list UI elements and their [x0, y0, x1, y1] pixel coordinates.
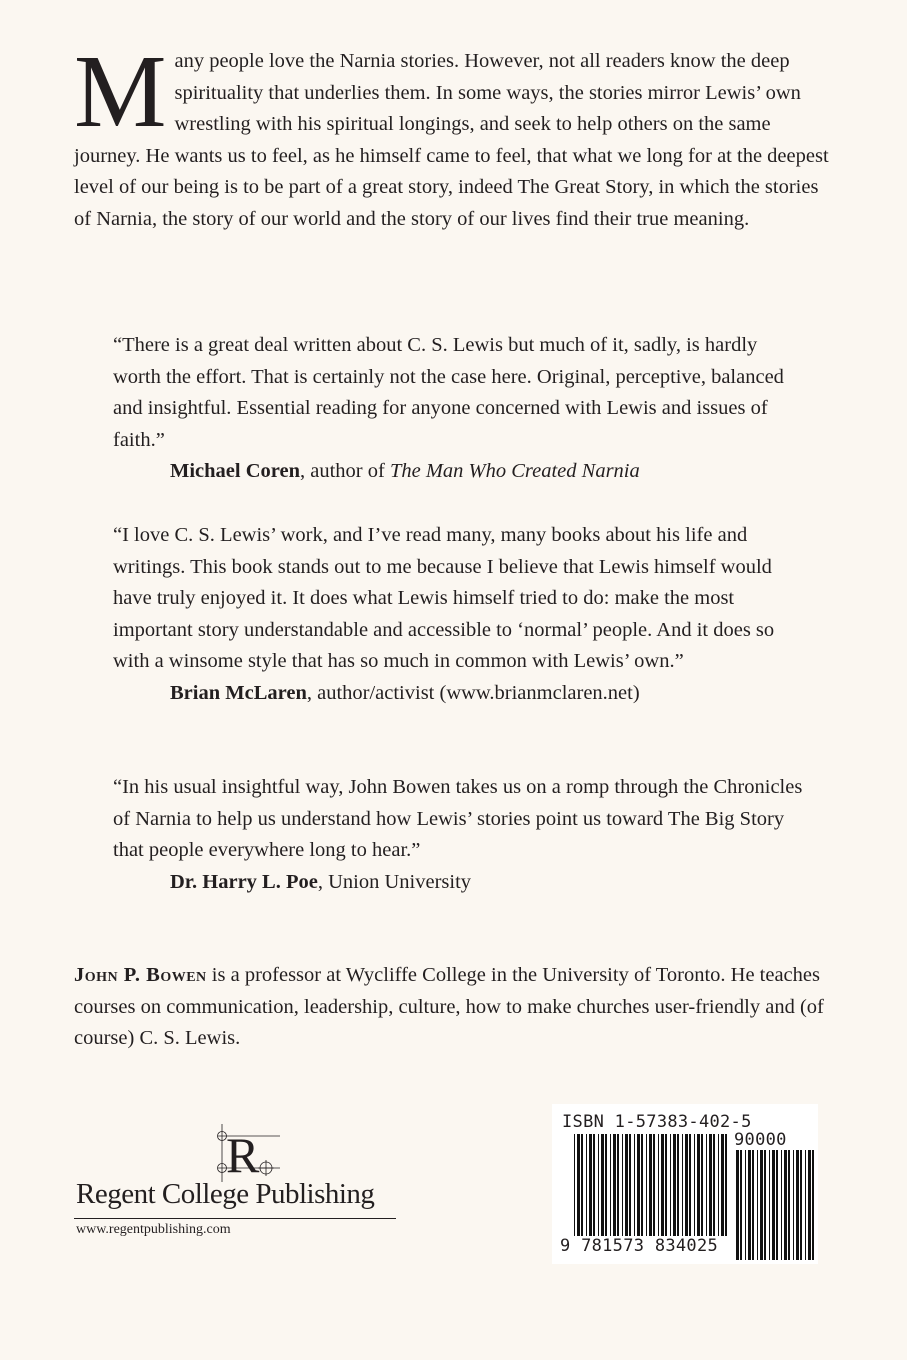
endorser-role: , author of [300, 460, 390, 482]
barcode-bar [689, 1134, 691, 1236]
barcode-bar [682, 1134, 683, 1236]
barcode-bar [812, 1150, 814, 1260]
barcode-bar [598, 1134, 599, 1236]
drop-cap: M [74, 34, 167, 149]
endorsement-mclaren [113, 520, 803, 709]
endorsement-poe [113, 772, 803, 898]
barcode-bar [605, 1134, 607, 1236]
barcode-bar [629, 1134, 631, 1236]
intro-paragraph [74, 34, 834, 235]
barcode-bar [713, 1134, 715, 1236]
barcode-bar [634, 1134, 635, 1236]
publisher-name: Regent College Publishing [76, 1178, 375, 1210]
barcode-bar [677, 1134, 679, 1236]
barcode-bar [793, 1150, 794, 1260]
author-name: John P. Bowen [74, 964, 207, 986]
barcode-bar [673, 1134, 676, 1236]
barcode-bar [776, 1150, 778, 1260]
barcode-bar [721, 1134, 724, 1236]
barcode-bar [772, 1150, 775, 1260]
endorsement-text: “I love C. S. Lewis’ work, and I’ve read many, many books about his life and writings. This book stands out to me because I believe that Lewis himself would have truly enjoyed it. It does what Lewis himself tried to do: make the most important story understandable and accessible to ‘normal’ people. And it does so with a winsome style that has so much in common with Lewis’ own.” [113, 524, 775, 672]
endorser-name: Brian McLaren [170, 681, 307, 704]
barcode-bar [740, 1150, 742, 1260]
barcode-bar [760, 1150, 763, 1260]
barcode-bar [613, 1134, 616, 1236]
author-bio-text: is a professor at Wycliffe College in the University of Toronto. He teaches courses on communication, leadership, culture, how to make churches user-friendly and (of course) C. S. Lewis. [74, 964, 824, 1049]
barcode-bar [641, 1134, 643, 1236]
barcode-bar [601, 1134, 604, 1236]
barcode-bar [694, 1134, 695, 1236]
barcode-bar [577, 1134, 580, 1236]
barcode-bar [725, 1134, 727, 1236]
barcode-bar [661, 1134, 664, 1236]
barcode-bar [757, 1150, 758, 1260]
endorsement-attribution [113, 456, 803, 488]
endorsement-coren [113, 330, 803, 488]
endorser-name: Dr. Harry L. Poe [170, 870, 318, 893]
barcode-bar [706, 1134, 707, 1236]
endorsement-text: “In his usual insightful way, John Bowen takes us on a romp through the Chronicles of Narnia to help us understand how Lewis’ stories point us toward The Big Story that people everywhere long to hear.” [113, 776, 803, 861]
barcode-bar [665, 1134, 667, 1236]
barcode-bar [574, 1134, 575, 1236]
barcode-bar [748, 1150, 751, 1260]
regent-r-logo-icon [214, 1120, 284, 1186]
barcode-bar [653, 1134, 655, 1236]
ean-digits: 9 781573 834025 [560, 1236, 719, 1256]
barcode-bar [784, 1150, 787, 1260]
barcode-bar [796, 1150, 799, 1260]
barcode-bar [709, 1134, 712, 1236]
endorsement-text: “There is a great deal written about C. S. Lewis but much of it, sadly, is hardly worth the effort. That is certainly not the case here. Original, perceptive, balanced and insightful. Essential reading for anyone concerned with Lewis and issues of faith.” [113, 334, 784, 451]
barcode-bar [788, 1150, 790, 1260]
barcode-bar [589, 1134, 592, 1236]
isbn-barcode [552, 1104, 818, 1264]
barcode-bar [625, 1134, 628, 1236]
endorser-name: Michael Coren [170, 460, 300, 482]
barcode-bar [805, 1150, 806, 1260]
endorser-role: , author/activist (www.brianmclaren.net) [306, 681, 640, 704]
publisher-logo [74, 1120, 400, 1240]
barcode-bar [736, 1150, 739, 1260]
publisher-divider [74, 1218, 396, 1219]
barcode-bar [745, 1150, 746, 1260]
endorsement-attribution [113, 678, 803, 710]
barcode-bar [800, 1150, 802, 1260]
endorser-work-title: The Man Who Created Narnia [389, 460, 640, 482]
logo-letter: R [226, 1127, 260, 1183]
author-bio [74, 960, 834, 1055]
publisher-url: www.regentpublishing.com [76, 1222, 231, 1237]
barcode-bar [649, 1134, 652, 1236]
barcode-bar [781, 1150, 782, 1260]
barcode-bar [697, 1134, 700, 1236]
barcode-bar [764, 1150, 766, 1260]
barcode-bar [617, 1134, 619, 1236]
barcode-bar [610, 1134, 611, 1236]
barcode-bar [593, 1134, 595, 1236]
barcode-bar [752, 1150, 754, 1260]
price-code: 90000 [734, 1130, 787, 1150]
barcode-bar [701, 1134, 703, 1236]
barcode-bar [637, 1134, 640, 1236]
barcode-bar [808, 1150, 811, 1260]
barcode-bar [581, 1134, 583, 1236]
barcode-bar [586, 1134, 587, 1236]
barcode-bar [769, 1150, 770, 1260]
barcode-bar [622, 1134, 623, 1236]
isbn-label: ISBN 1-57383-402-5 [562, 1112, 752, 1132]
barcode-bar [646, 1134, 647, 1236]
barcode-bar [670, 1134, 671, 1236]
endorsement-attribution [113, 867, 803, 899]
barcode-bar [685, 1134, 688, 1236]
barcode-bar [718, 1134, 719, 1236]
intro-text: any people love the Narnia stories. However, not all readers know the deep spirituality that underlies them. In some ways, the stories mirror Lewis’ own wrestling with his spiritual longings, and seek to help others on the same journey. He wants us to feel, as he himself came to feel, that what we long for at the deepest level of our being is to be part of a great story, indeed The Great Story, in which the stories of Narnia, the story of our world and the story of our lives find their true meaning. [74, 50, 829, 230]
endorser-role: , Union University [317, 870, 472, 893]
barcode-bar [658, 1134, 659, 1236]
